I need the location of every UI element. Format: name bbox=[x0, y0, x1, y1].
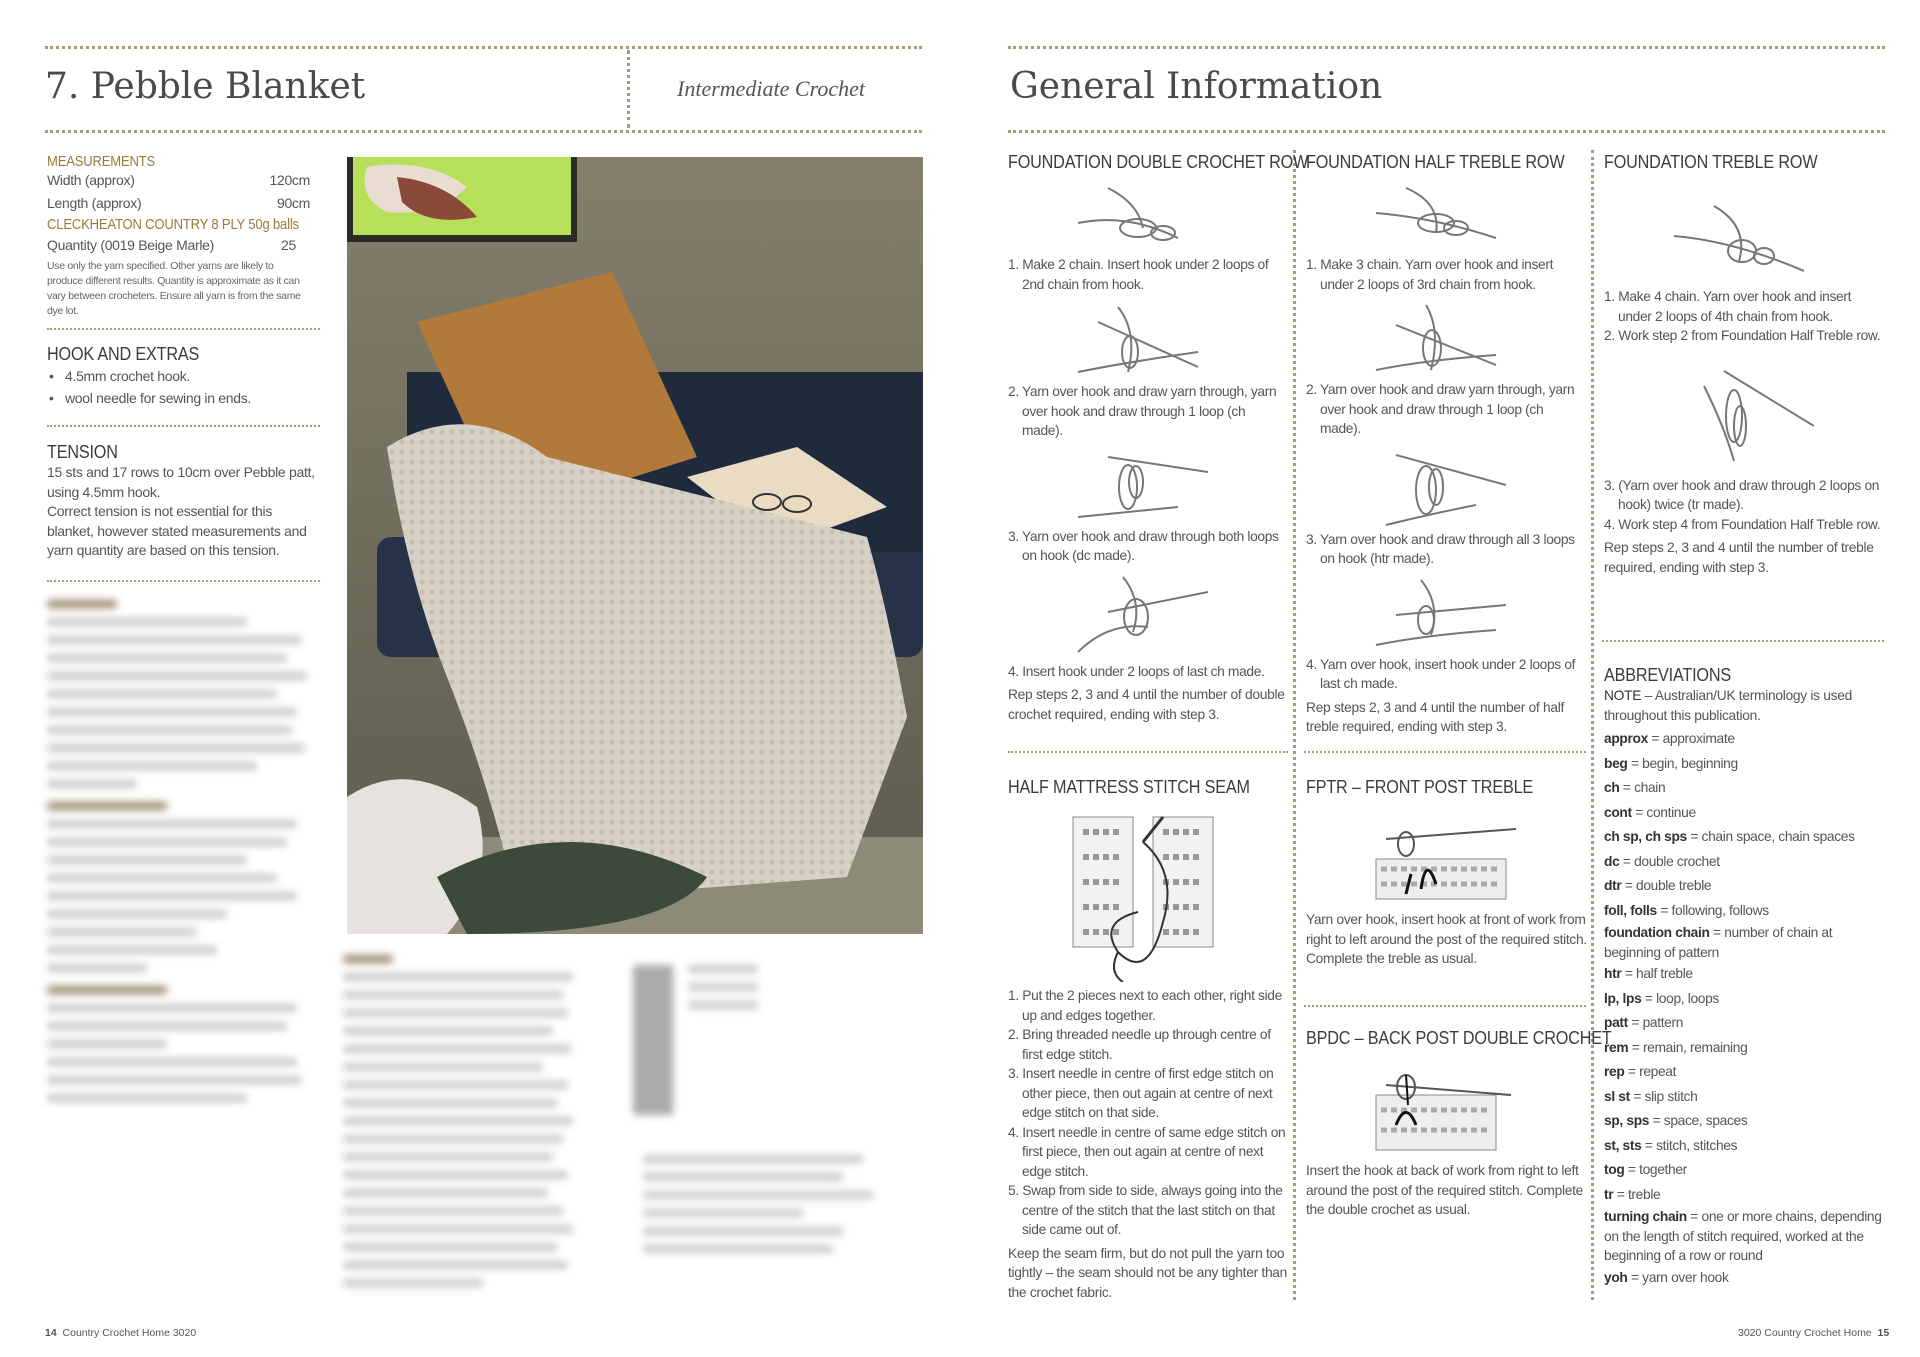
blurred-chart-area bbox=[343, 955, 923, 1305]
fdc-step1: 1. Make 2 chain. Insert hook under 2 loops of 2nd chain from hook. bbox=[1008, 257, 1269, 292]
tension-line2: Correct tension is not essential for this blanket, however stated measurements and yarn quantity are based on this tension. bbox=[47, 503, 307, 558]
photo-illustration bbox=[347, 157, 923, 934]
abbreviation-item bbox=[1604, 801, 1886, 826]
abbreviation-value: = continue bbox=[1631, 804, 1696, 820]
abbreviations-list bbox=[1604, 727, 1886, 1290]
fhtr-step1: 1. Make 3 chain. Yarn over hook and insert under 2 loops of 3rd chain from hook. bbox=[1306, 257, 1554, 292]
abbreviation-key: turning chain bbox=[1604, 1209, 1687, 1224]
abbreviation-value: = half treble bbox=[1621, 966, 1693, 981]
crochet-hook-diagram bbox=[1684, 366, 1886, 466]
foundation-tr-section bbox=[1604, 152, 1886, 577]
abbreviation-value: = chain bbox=[1619, 780, 1666, 795]
length-row bbox=[47, 194, 310, 214]
right-footer bbox=[1738, 1327, 1889, 1339]
left-footer-text: Country Crochet Home 3020 bbox=[62, 1327, 197, 1339]
abbreviation-item bbox=[1604, 1036, 1886, 1061]
back-post-double-crochet-diagram bbox=[1366, 1065, 1588, 1155]
mattress-stitch-section bbox=[1008, 777, 1290, 1302]
abbreviation-value: = approximate bbox=[1647, 731, 1735, 746]
mattress-step4: 4. Insert needle in centre of same edge stitch on first piece, then out again at centre of next edge stitch. bbox=[1008, 1124, 1286, 1179]
abbreviation-key: cont bbox=[1604, 804, 1632, 820]
mattress-step5: 5. Swap from side to side, always going into the centre of the stitch that the last stitch on that side came out of. bbox=[1008, 1183, 1283, 1237]
measurements-heading: MEASUREMENTS bbox=[47, 154, 156, 170]
abbreviation-value: = treble bbox=[1613, 1186, 1661, 1202]
fhtr-repeat: Rep steps 2, 3 and 4 until the number of half treble required, ending with step 3. bbox=[1306, 699, 1565, 734]
abbreviation-item bbox=[1604, 987, 1886, 1012]
abbreviation-value: = number of chain at beginning of pattern bbox=[1604, 925, 1833, 960]
mattress-step2: 2. Bring threaded needle up through centre of first edge stitch. bbox=[1008, 1027, 1271, 1062]
foundation-htr-heading: FOUNDATION HALF TREBLE ROW bbox=[1306, 152, 1565, 172]
abbreviation-item bbox=[1604, 874, 1886, 899]
crochet-hook-diagram bbox=[1664, 201, 1886, 281]
abbreviation-value: = double crochet bbox=[1619, 853, 1720, 869]
right-footer-text: 3020 Country Crochet Home bbox=[1738, 1327, 1872, 1339]
mattress-stitch-heading: HALF MATTRESS STITCH SEAM bbox=[1008, 777, 1250, 797]
fdc-step2: 2. Yarn over hook and draw yarn through, yarn over hook and draw through 1 loop (ch made). bbox=[1008, 384, 1277, 438]
abbreviation-value: = yarn over hook bbox=[1627, 1269, 1729, 1285]
left-page-number: 14 bbox=[45, 1327, 57, 1339]
fptr-section bbox=[1306, 777, 1588, 969]
tension-heading: TENSION bbox=[47, 442, 118, 462]
ftr-repeat: Rep steps 2, 3 and 4 until the number of treble required, ending with step 3. bbox=[1604, 540, 1874, 575]
note-text: – Australian/UK terminology is used throughout this publication. bbox=[1604, 688, 1852, 723]
abbreviation-value: = chain space, chain spaces bbox=[1686, 829, 1855, 844]
crochet-hook-diagram bbox=[1366, 183, 1586, 253]
abbreviation-key: sl st bbox=[1604, 1088, 1630, 1104]
bpdc-heading: BPDC – BACK POST DOUBLE CROCHET bbox=[1306, 1028, 1612, 1048]
yarn-note: Use only the yarn specified. Other yarns are likely to produce different results. Quantity is approximate as it can vary between crocheters. Ensure all yarn is from the same dye lot. bbox=[47, 259, 301, 317]
abbreviation-item bbox=[1604, 1011, 1886, 1036]
abbreviation-key: st, sts bbox=[1604, 1137, 1642, 1153]
width-row bbox=[47, 171, 310, 191]
abbreviation-key: yoh bbox=[1604, 1269, 1628, 1285]
abbreviation-value: = slip stitch bbox=[1629, 1088, 1698, 1104]
front-post-treble-diagram bbox=[1366, 814, 1588, 904]
measurements-block bbox=[47, 154, 310, 319]
quantity-row bbox=[47, 236, 310, 256]
abbreviation-item bbox=[1604, 1183, 1886, 1208]
bpdc-text: Insert the hook at back of work from right to left around the post of the required stitch. Complete the double crochet as usual. bbox=[1306, 1163, 1584, 1217]
abbreviation-item bbox=[1604, 776, 1886, 801]
hook-heading: HOOK AND EXTRAS bbox=[47, 344, 200, 364]
crochet-hook-diagram bbox=[1366, 445, 1586, 530]
abbreviation-value: = begin, beginning bbox=[1627, 755, 1738, 771]
abbreviation-key: foundation chain bbox=[1604, 925, 1710, 940]
abbreviation-item bbox=[1604, 1158, 1886, 1183]
length-label: Length (approx) bbox=[47, 194, 142, 211]
tension-line1: 15 sts and 17 rows to 10cm over Pebble patt, using 4.5mm hook. bbox=[47, 464, 315, 500]
hook-block bbox=[47, 344, 317, 408]
quantity-value: 25 bbox=[281, 237, 296, 253]
abbreviation-item bbox=[1604, 899, 1886, 924]
abbreviation-key: tr bbox=[1604, 1186, 1614, 1202]
foundation-dc-heading: FOUNDATION DOUBLE CROCHET ROW bbox=[1008, 152, 1309, 172]
left-footer bbox=[45, 1327, 196, 1339]
abbreviation-value: = space, spaces bbox=[1649, 1113, 1748, 1128]
abbreviation-item bbox=[1604, 962, 1886, 987]
abbreviation-key: approx bbox=[1604, 731, 1648, 746]
width-label: Width (approx) bbox=[47, 172, 135, 188]
abbreviation-value: = stitch, stitches bbox=[1641, 1137, 1738, 1153]
fhtr-step4: 4. Yarn over hook, insert hook under 2 loops of last ch made. bbox=[1306, 656, 1576, 691]
mattress-stitch-diagram bbox=[1068, 812, 1290, 982]
fptr-heading: FPTR – FRONT POST TREBLE bbox=[1306, 777, 1534, 797]
abbreviation-item bbox=[1604, 825, 1886, 850]
ftr-step1: 1. Make 4 chain. Yarn over hook and insert under 2 loops of 4th chain from hook. bbox=[1604, 289, 1852, 324]
foundation-htr-section bbox=[1306, 152, 1586, 737]
crochet-hook-diagram bbox=[1068, 572, 1288, 662]
abbreviations-note bbox=[1604, 686, 1886, 725]
quantity-label: Quantity (0019 Beige Marle) bbox=[47, 237, 214, 253]
page-title: 7. Pebble Blanket bbox=[45, 66, 366, 107]
fhtr-step3: 3. Yarn over hook and draw through all 3 loops on hook (htr made). bbox=[1306, 531, 1575, 566]
crochet-hook-diagram bbox=[1366, 300, 1586, 380]
ftr-step4: 4. Work step 4 from Foundation Half Treble row. bbox=[1604, 516, 1881, 532]
abbreviation-item bbox=[1604, 1207, 1886, 1266]
abbreviation-key: dc bbox=[1604, 853, 1620, 869]
abbreviation-item bbox=[1604, 1134, 1886, 1159]
width-value: 120cm bbox=[269, 172, 310, 188]
abbreviation-value: = double treble bbox=[1621, 878, 1712, 893]
abbreviation-value: = remain, remaining bbox=[1628, 1039, 1748, 1055]
abbreviation-key: ch bbox=[1604, 780, 1620, 795]
crochet-hook-diagram bbox=[1068, 183, 1288, 253]
crochet-hook-diagram bbox=[1366, 575, 1586, 655]
abbreviation-key: lp, lps bbox=[1604, 990, 1642, 1006]
ftr-step2: 2. Work step 2 from Foundation Half Treble row. bbox=[1604, 328, 1881, 343]
crochet-hook-diagram bbox=[1068, 447, 1288, 527]
hook-item: • 4.5mm crochet hook. bbox=[47, 367, 317, 387]
abbreviation-item bbox=[1604, 752, 1886, 777]
yarn-heading: CLECKHEATON COUNTRY 8 PLY 50g balls bbox=[47, 217, 299, 233]
skill-level: Intermediate Crochet bbox=[677, 76, 865, 101]
fdc-step3: 3. Yarn over hook and draw through both loops on hook (dc made). bbox=[1008, 528, 1279, 563]
blanket-photo bbox=[347, 157, 923, 934]
mattress-step3: 3. Insert needle in centre of first edge stitch on other piece, then out again at centre of next edge stitch on that side. bbox=[1008, 1066, 1274, 1120]
abbreviation-value: = together bbox=[1624, 1162, 1687, 1177]
abbreviation-item bbox=[1604, 727, 1886, 752]
length-value: 90cm bbox=[276, 194, 310, 211]
abbreviation-item bbox=[1604, 923, 1886, 962]
abbreviation-key: htr bbox=[1604, 966, 1622, 981]
fptr-text: Yarn over hook, insert hook at front of work from right to left around the post of the required stitch. Complete the treble as usual. bbox=[1306, 912, 1587, 966]
abbreviation-key: ch sp, ch sps bbox=[1604, 829, 1687, 844]
blurred-pattern-text bbox=[47, 600, 317, 1112]
abbreviation-value: = loop, loops bbox=[1641, 990, 1719, 1006]
abbreviations-heading: ABBREVIATIONS bbox=[1604, 665, 1731, 685]
abbreviation-value: = following, follows bbox=[1656, 902, 1769, 918]
right-page-number: 15 bbox=[1877, 1327, 1890, 1339]
foundation-tr-heading: FOUNDATION TREBLE ROW bbox=[1604, 152, 1818, 172]
abbreviation-value: = pattern bbox=[1627, 1015, 1684, 1030]
abbreviation-value: = one or more chains, depending on the length of stitch required, worked at the beginning of a row or round bbox=[1604, 1209, 1882, 1263]
crochet-hook-diagram bbox=[1068, 302, 1288, 382]
fdc-repeat: Rep steps 2, 3 and 4 until the number of double crochet required, ending with step 3. bbox=[1008, 687, 1285, 722]
abbreviation-item bbox=[1604, 1266, 1886, 1291]
abbreviation-key: rem bbox=[1604, 1039, 1629, 1055]
abbreviation-item bbox=[1604, 1060, 1886, 1085]
abbreviation-key: dtr bbox=[1604, 878, 1622, 893]
abbreviations-section bbox=[1604, 665, 1886, 1290]
foundation-dc-section bbox=[1008, 152, 1309, 724]
abbreviation-key: foll, folls bbox=[1604, 902, 1657, 918]
abbreviation-item bbox=[1604, 850, 1886, 875]
abbreviation-key: rep bbox=[1604, 1064, 1625, 1079]
abbreviation-key: patt bbox=[1604, 1015, 1628, 1030]
ftr-step3: 3. (Yarn over hook and draw through 2 loops on hook) twice (tr made). bbox=[1604, 477, 1880, 512]
abbreviation-key: beg bbox=[1604, 755, 1628, 771]
abbreviation-value: = repeat bbox=[1624, 1064, 1677, 1079]
tension-block bbox=[47, 442, 319, 561]
needle-item: • wool needle for sewing in ends. bbox=[47, 389, 317, 409]
fdc-step4: 4. Insert hook under 2 loops of last ch made. bbox=[1008, 663, 1265, 679]
abbreviation-key: sp, sps bbox=[1604, 1113, 1650, 1128]
mattress-note: Keep the seam firm, but do not pull the yarn too tightly – the seam should not be any tighter than the crochet fabric. bbox=[1008, 1245, 1288, 1300]
note-key: NOTE bbox=[1604, 688, 1642, 703]
abbreviation-item bbox=[1604, 1109, 1886, 1134]
abbreviation-key: tog bbox=[1604, 1162, 1625, 1177]
abbreviation-item bbox=[1604, 1085, 1886, 1110]
mattress-step1: 1. Put the 2 pieces next to each other, right side up and edges together. bbox=[1008, 988, 1282, 1023]
general-info-title: General Information bbox=[1010, 66, 1383, 107]
fhtr-step2: 2. Yarn over hook and draw yarn through, yarn over hook and draw through 1 loop (ch made). bbox=[1306, 382, 1575, 436]
